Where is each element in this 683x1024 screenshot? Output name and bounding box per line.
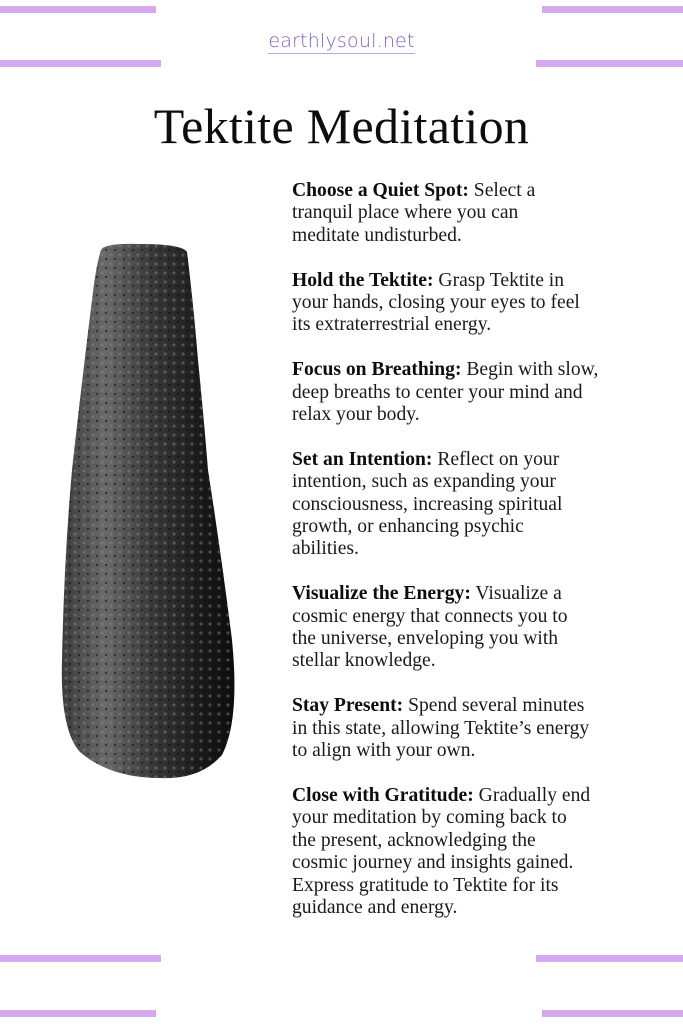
- decor-bar-top-right-2: [536, 60, 683, 67]
- site-logo-text: earthlysoul.net: [268, 30, 415, 52]
- decor-bar-top-left-1: [0, 6, 156, 13]
- step-hold-tektite: [292, 270, 682, 337]
- step-heading: Hold the Tektite:: [292, 269, 434, 291]
- step-text: Reflect on your: [432, 448, 560, 470]
- step-text: Spend several minutes: [403, 695, 585, 717]
- step-visualize-energy: [292, 583, 682, 673]
- step-stay-present: [292, 695, 682, 762]
- step-text: meditate undisturbed.: [292, 224, 462, 246]
- step-text: Begin with slow,: [461, 359, 599, 381]
- step-text: Select a: [468, 180, 536, 201]
- step-text: to align with your own.: [292, 740, 476, 762]
- step-heading: Stay Present:: [292, 695, 404, 717]
- step-text: in this state, allowing Tektite’s energy: [292, 717, 590, 739]
- step-text: the present, acknowledging the: [292, 829, 536, 851]
- step-set-intention: [292, 449, 682, 561]
- step-text: guidance and energy.: [292, 896, 458, 918]
- decor-bar-bottom-right-2: [542, 1010, 683, 1017]
- step-heading: Visualize the Energy:: [292, 583, 471, 605]
- step-focus-breathing: [292, 359, 682, 426]
- step-text: its extraterrestrial energy.: [292, 314, 492, 336]
- decor-bar-top-left-2: [0, 60, 161, 67]
- step-text: abilities.: [292, 538, 359, 560]
- step-text: the universe, enveloping you with: [292, 628, 559, 650]
- step-text: tranquil place where you can: [292, 202, 519, 224]
- step-heading: Focus on Breathing:: [292, 359, 462, 381]
- step-text: relax your body.: [292, 404, 420, 426]
- step-close-gratitude: [292, 785, 682, 919]
- step-text: stellar knowledge.: [292, 650, 436, 672]
- page-title: Tektite Meditation: [153, 98, 530, 154]
- decor-bar-bottom-left-2: [0, 1010, 156, 1017]
- step-text: cosmic journey and insights gained.: [292, 852, 574, 874]
- decor-bar-bottom-right-1: [536, 955, 683, 962]
- step-text: your meditation by coming back to: [292, 807, 567, 829]
- tektite-stone-image: [55, 240, 245, 785]
- site-logo[interactable]: [0, 30, 683, 52]
- step-text: consciousness, increasing spiritual: [292, 493, 563, 515]
- step-text: deep breaths to center your mind and: [292, 381, 583, 403]
- step-text: your hands, closing your eyes to feel: [292, 292, 580, 314]
- decor-bar-bottom-left-1: [0, 955, 161, 962]
- step-text: intention, such as expanding your: [292, 471, 556, 493]
- step-text: growth, or enhancing psychic: [292, 516, 524, 538]
- meditation-steps: [292, 180, 682, 942]
- step-text: Visualize a: [470, 583, 562, 605]
- step-text: Express gratitude to Tektite for its: [292, 874, 559, 896]
- step-text: Grasp Tektite in: [433, 269, 565, 291]
- step-heading: Choose a Quiet Spot:: [292, 180, 469, 201]
- step-heading: Close with Gratitude:: [292, 784, 474, 806]
- step-choose-quiet-spot: [292, 180, 682, 247]
- decor-bar-top-right-1: [542, 6, 683, 13]
- step-text: cosmic energy that connects you to: [292, 605, 568, 627]
- step-heading: Set an Intention:: [292, 448, 433, 470]
- step-text: Gradually end: [473, 784, 591, 806]
